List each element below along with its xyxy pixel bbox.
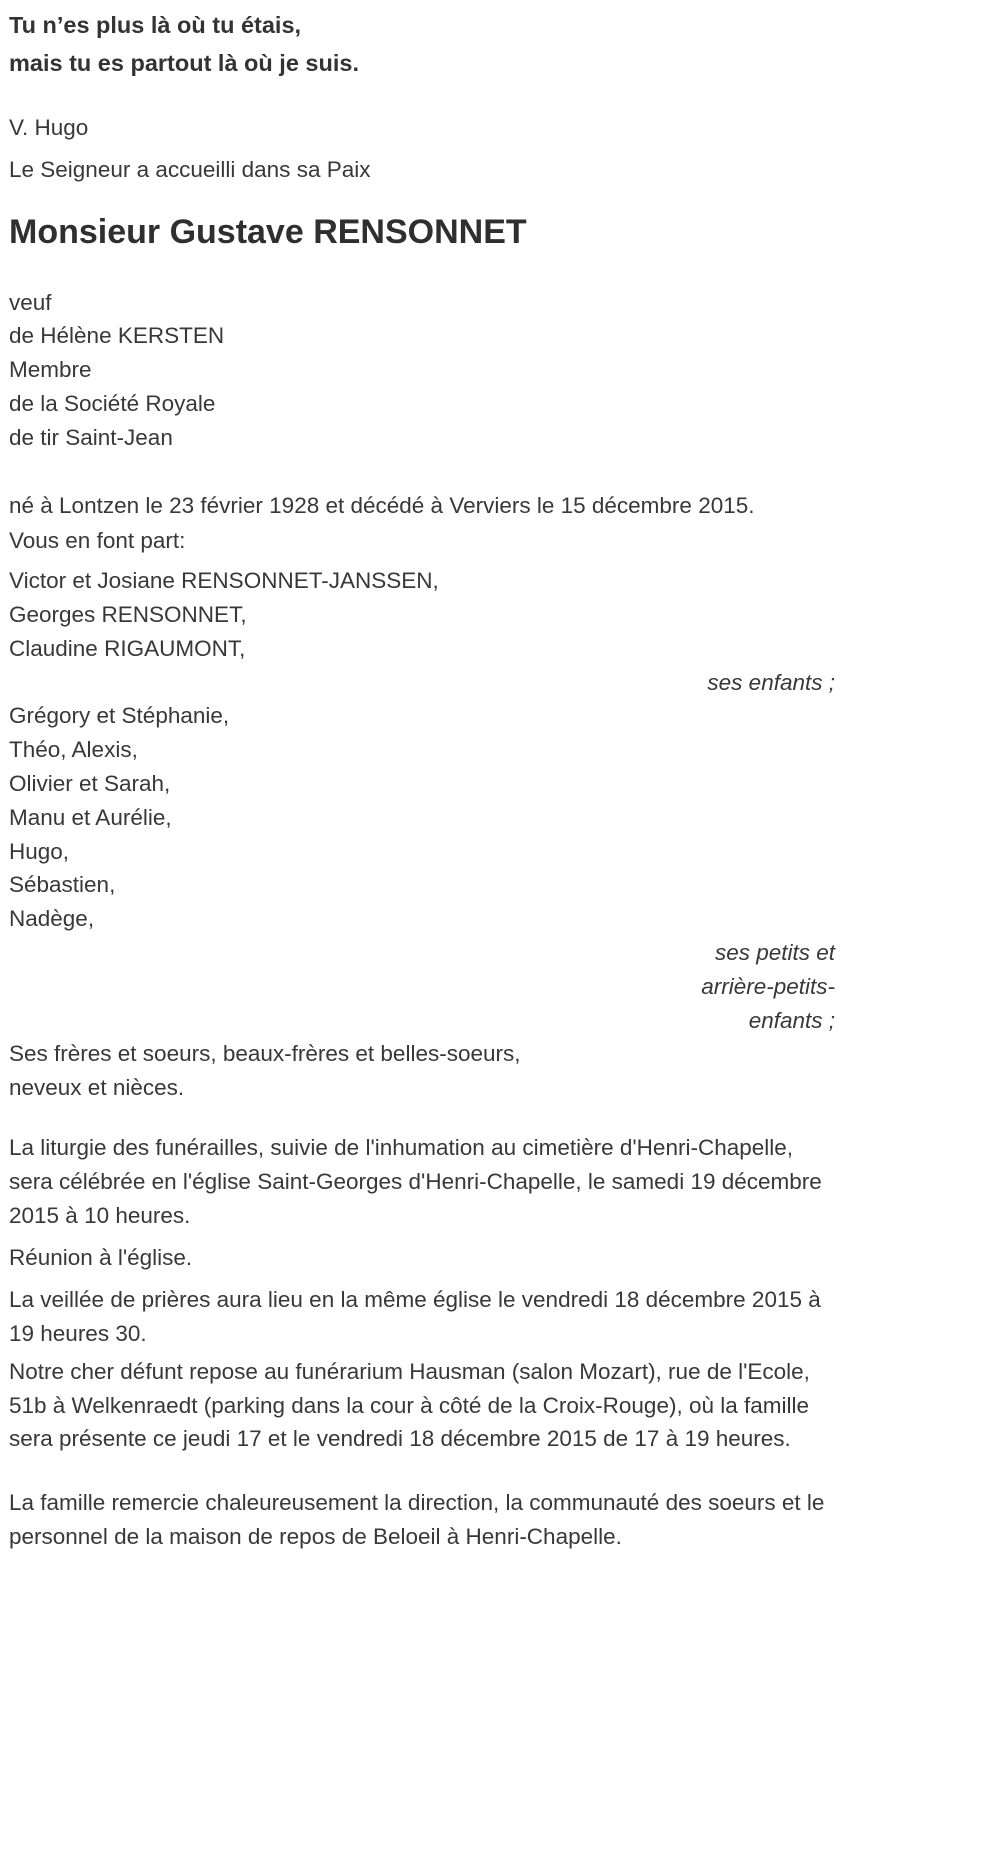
title-line: de Hélène KERSTEN [9,323,225,349]
grandchildren-label-line: arrière-petits- [701,973,835,999]
grandchild-line: Grégory et Stéphanie, [9,703,230,729]
title-line: de tir Saint-Jean [9,424,173,450]
announcement-line: Vous en font part: [9,528,186,554]
life-dates-line: né à Lontzen le 23 février 1928 et décédé à Verviers le 15 décembre 2015. [9,492,755,518]
vigil-paragraph: La veillée de prières aura lieu en la même église le vendredi 18 décembre 2015 à 19 heures 30. [9,1287,821,1346]
quote-line-1: Tu n’es plus là où tu étais, [9,12,302,38]
child-line: Victor et Josiane RENSONNET-JANSSEN, [9,568,439,594]
title-line: de la Société Royale [9,390,216,416]
children-label: ses enfants ; [707,669,835,695]
child-line: Claudine RIGAUMONT, [9,635,246,661]
child-line: Georges RENSONNET, [9,601,247,627]
church-meeting-line: Réunion à l'église. [9,1245,193,1271]
repose-paragraph: Notre cher défunt repose au funérarium Hausman (salon Mozart), rue de l'Ecole, 51b à Welkenraedt (parking dans la cour à côté de la Croix-Rouge), où la famille sera présente ce jeudi 17 et le vendredi 18 décembre 2015 de 17 à 19 heures. [9,1358,810,1452]
thanks-paragraph: La famille remercie chaleureusement la direction, la communauté des soeurs et le personnel de la maison de repos de Beloeil à Henri-Chapelle. [9,1490,825,1549]
relatives-block [9,1037,835,1105]
grandchild-line: Théo, Alexis, [9,737,138,763]
grandchildren-label-line: enfants ; [748,1007,835,1033]
grandchild-line: Olivier et Sarah, [9,770,171,796]
grandchildren-label [9,936,835,1037]
obituary-content [9,6,835,1554]
children-list [9,564,835,665]
grandchild-line: Manu et Aurélie, [9,804,172,830]
funeral-paragraph: La liturgie des funérailles, suivie de l'inhumation au cimetière d'Henri-Chapelle, sera célébrée en l'église Saint-Georges d'Henri-Chapelle, le samedi 19 décembre 2015 à 10 heures. [9,1134,822,1228]
quote-line-2: mais tu es partout là où je suis. [9,50,359,76]
deceased-titles [9,286,835,455]
deceased-name-block [9,209,835,255]
title-line: Membre [9,357,92,383]
title-line: veuf [9,289,52,315]
grandchildren-list [9,699,835,936]
grandchild-line: Sébastien, [9,872,116,898]
lead-in-line: Le Seigneur a accueilli dans sa Paix [9,156,371,182]
grandchild-line: Nadège, [9,906,95,932]
relatives-line: neveux et nièces. [9,1075,185,1101]
quote-author: V. Hugo [9,115,89,140]
grandchild-line: Hugo, [9,838,70,864]
deceased-name: Monsieur Gustave RENSONNET [9,212,527,251]
relatives-line: Ses frères et soeurs, beaux-frères et belles-soeurs, [9,1041,521,1067]
grandchildren-label-line: ses petits et [714,939,835,965]
